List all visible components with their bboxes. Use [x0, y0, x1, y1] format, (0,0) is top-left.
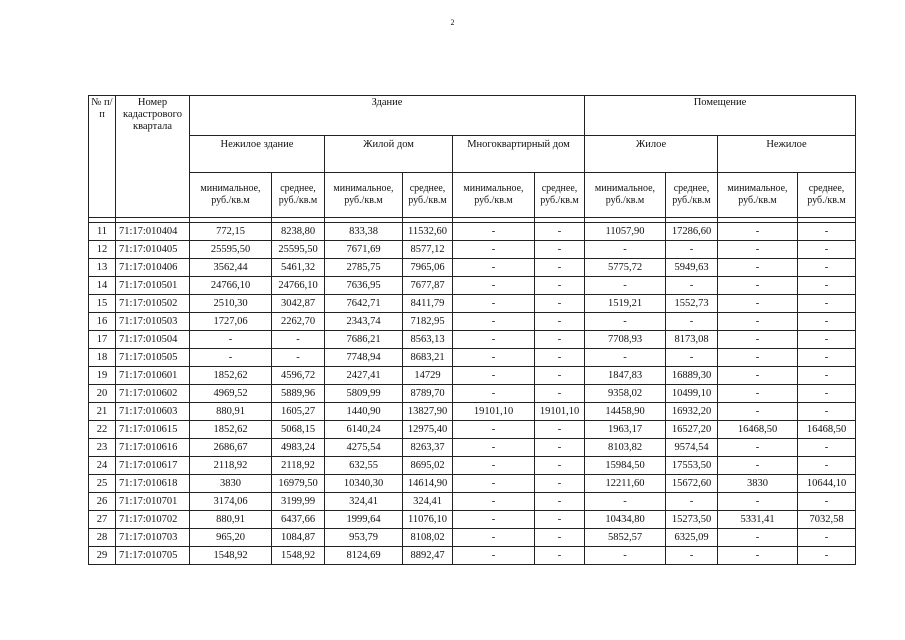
value-cell: 7642,71 [325, 295, 403, 313]
value-cell: - [453, 349, 535, 367]
value-cell: 15273,50 [666, 511, 718, 529]
value-cell: - [585, 277, 666, 295]
row-number-cell: 20 [89, 385, 116, 403]
value-cell: 24766,10 [190, 277, 272, 295]
header-nonresidential: Нежилое [718, 136, 856, 173]
value-cell: 15672,60 [666, 475, 718, 493]
quarter-cell: 71:17:010503 [116, 313, 190, 331]
value-cell: 8238,80 [272, 223, 325, 241]
value-cell: 8173,08 [666, 331, 718, 349]
value-cell: 2118,92 [272, 457, 325, 475]
table-row [89, 331, 856, 349]
value-cell: 7677,87 [403, 277, 453, 295]
table-row [89, 367, 856, 385]
value-cell: 6140,24 [325, 421, 403, 439]
quarter-cell: 71:17:010504 [116, 331, 190, 349]
value-cell: 7708,93 [585, 331, 666, 349]
value-cell: 15984,50 [585, 457, 666, 475]
subheader-min-line2: руб./кв.м [474, 195, 513, 206]
row-number-cell: 19 [89, 367, 116, 385]
quarter-cell: 71:17:010703 [116, 529, 190, 547]
value-cell: 965,20 [190, 529, 272, 547]
value-cell: 7671,69 [325, 241, 403, 259]
value-cell: - [718, 439, 798, 457]
subheader-avg-line2: руб./кв.м [278, 195, 318, 206]
subheader-min-line1: минимальное, [200, 183, 261, 194]
cadastral-value-table [88, 95, 856, 565]
value-cell: - [535, 295, 585, 313]
quarter-cell: 71:17:010603 [116, 403, 190, 421]
value-cell: 1552,73 [666, 295, 718, 313]
value-cell: - [453, 457, 535, 475]
subheader-min [190, 173, 272, 218]
row-number-cell: 27 [89, 511, 116, 529]
row-number-cell: 29 [89, 547, 116, 565]
table-row [89, 313, 856, 331]
value-cell: 3174,06 [190, 493, 272, 511]
value-cell: - [798, 331, 856, 349]
value-cell: - [453, 259, 535, 277]
value-cell: 7636,95 [325, 277, 403, 295]
subheader-avg-line2: руб./кв.м [807, 195, 846, 206]
value-cell: - [718, 277, 798, 295]
value-cell: 8695,02 [403, 457, 453, 475]
value-cell: 10434,80 [585, 511, 666, 529]
row-number-cell: 12 [89, 241, 116, 259]
value-cell: 2686,67 [190, 439, 272, 457]
subheader-avg-line2: руб./кв.м [672, 195, 711, 206]
quarter-cell: 71:17:010705 [116, 547, 190, 565]
value-cell: - [585, 547, 666, 565]
subheader-avg [403, 173, 453, 218]
value-cell: - [535, 385, 585, 403]
header-building: Здание [190, 96, 585, 136]
value-cell: 1548,92 [272, 547, 325, 565]
table-row [89, 241, 856, 259]
subheader-avg [666, 173, 718, 218]
value-cell: - [666, 241, 718, 259]
subheader-avg-line1: среднее, [808, 183, 845, 194]
quarter-cell: 71:17:010505 [116, 349, 190, 367]
value-cell: 1440,90 [325, 403, 403, 421]
value-cell: 16468,50 [718, 421, 798, 439]
value-cell: - [535, 529, 585, 547]
value-cell: 4969,52 [190, 385, 272, 403]
table-row [89, 493, 856, 511]
value-cell: 5809,99 [325, 385, 403, 403]
value-cell: - [453, 367, 535, 385]
value-cell: - [798, 313, 856, 331]
row-number-cell: 17 [89, 331, 116, 349]
quarter-cell: 71:17:010616 [116, 439, 190, 457]
table-row [89, 223, 856, 241]
value-cell: 25595,50 [190, 241, 272, 259]
table-row [89, 475, 856, 493]
row-number-cell: 18 [89, 349, 116, 367]
subheader-min [718, 173, 798, 218]
table-row [89, 439, 856, 457]
value-cell: - [453, 529, 535, 547]
value-cell: - [798, 385, 856, 403]
value-cell: 8577,12 [403, 241, 453, 259]
value-cell: 8263,37 [403, 439, 453, 457]
value-cell: 3199,99 [272, 493, 325, 511]
value-cell: - [718, 313, 798, 331]
value-cell: - [535, 439, 585, 457]
row-number-cell: 16 [89, 313, 116, 331]
value-cell: 1852,62 [190, 367, 272, 385]
value-cell: - [453, 547, 535, 565]
value-cell: 8124,69 [325, 547, 403, 565]
value-cell: 880,91 [190, 511, 272, 529]
value-cell: 10340,30 [325, 475, 403, 493]
value-cell: - [798, 367, 856, 385]
value-cell: - [453, 313, 535, 331]
value-cell: 8789,70 [403, 385, 453, 403]
subheader-avg-line1: среднее, [673, 183, 710, 194]
page-number: 2 [450, 18, 455, 27]
value-cell: - [798, 277, 856, 295]
value-cell: - [718, 241, 798, 259]
value-cell: 1084,87 [272, 529, 325, 547]
value-cell: - [453, 385, 535, 403]
value-cell: 5775,72 [585, 259, 666, 277]
row-number-cell: 11 [89, 223, 116, 241]
value-cell: 1999,64 [325, 511, 403, 529]
table-row [89, 547, 856, 565]
value-cell: 10499,10 [666, 385, 718, 403]
value-cell: 8563,13 [403, 331, 453, 349]
value-cell: - [718, 547, 798, 565]
value-cell: 8411,79 [403, 295, 453, 313]
table-row [89, 529, 856, 547]
quarter-cell: 71:17:010406 [116, 259, 190, 277]
value-cell: - [535, 277, 585, 295]
row-number-cell: 24 [89, 457, 116, 475]
value-cell: - [453, 421, 535, 439]
value-cell: 2427,41 [325, 367, 403, 385]
value-cell: - [798, 403, 856, 421]
value-cell: 324,41 [325, 493, 403, 511]
value-cell: 5889,96 [272, 385, 325, 403]
value-cell: - [585, 241, 666, 259]
value-cell: - [718, 331, 798, 349]
value-cell: - [535, 259, 585, 277]
row-number-cell: 26 [89, 493, 116, 511]
table-row [89, 421, 856, 439]
value-cell: 14614,90 [403, 475, 453, 493]
value-cell: - [585, 313, 666, 331]
value-cell: 24766,10 [272, 277, 325, 295]
value-cell: 5331,41 [718, 511, 798, 529]
row-number-cell: 28 [89, 529, 116, 547]
value-cell: 880,91 [190, 403, 272, 421]
quarter-cell: 71:17:010601 [116, 367, 190, 385]
value-cell: 6325,09 [666, 529, 718, 547]
value-cell: - [535, 331, 585, 349]
value-cell: 2262,70 [272, 313, 325, 331]
quarter-cell: 71:17:010405 [116, 241, 190, 259]
value-cell: - [718, 367, 798, 385]
value-cell: 12975,40 [403, 421, 453, 439]
value-cell: 12211,60 [585, 475, 666, 493]
header-apartment-house: Многоквартирный дом [453, 136, 585, 173]
table-row [89, 259, 856, 277]
subheader-avg [798, 173, 856, 218]
value-cell: - [535, 475, 585, 493]
value-cell: 17286,60 [666, 223, 718, 241]
value-cell: - [535, 421, 585, 439]
value-cell: 4275,54 [325, 439, 403, 457]
value-cell: 5852,57 [585, 529, 666, 547]
row-number-cell: 21 [89, 403, 116, 421]
header-num: № п/п [89, 96, 116, 218]
value-cell: - [453, 295, 535, 313]
value-cell: - [453, 511, 535, 529]
value-cell: - [718, 259, 798, 277]
value-cell: - [666, 277, 718, 295]
value-cell: - [535, 349, 585, 367]
subheader-avg-line1: среднее, [409, 183, 446, 194]
subheader-avg-line1: среднее, [541, 183, 578, 194]
value-cell: - [272, 331, 325, 349]
value-cell: - [453, 439, 535, 457]
subheader-avg [535, 173, 585, 218]
value-cell: 5068,15 [272, 421, 325, 439]
value-cell: 19101,10 [535, 403, 585, 421]
value-cell: 8683,21 [403, 349, 453, 367]
value-cell: 25595,50 [272, 241, 325, 259]
header-quarter: Номер кадастрового квартала [116, 96, 190, 218]
value-cell: - [535, 313, 585, 331]
value-cell: - [535, 511, 585, 529]
value-cell: 11076,10 [403, 511, 453, 529]
value-cell: 1847,83 [585, 367, 666, 385]
value-cell: 7686,21 [325, 331, 403, 349]
subheader-min [325, 173, 403, 218]
value-cell: - [190, 331, 272, 349]
value-cell: - [798, 547, 856, 565]
subheader-min-line2: руб./кв.м [738, 195, 777, 206]
quarter-cell: 71:17:010702 [116, 511, 190, 529]
value-cell: - [453, 241, 535, 259]
value-cell: 14729 [403, 367, 453, 385]
value-cell: 324,41 [403, 493, 453, 511]
row-number-cell: 25 [89, 475, 116, 493]
value-cell: 2343,74 [325, 313, 403, 331]
table-row [89, 403, 856, 421]
value-cell: - [535, 547, 585, 565]
quarter-cell: 71:17:010404 [116, 223, 190, 241]
table-row [89, 385, 856, 403]
value-cell: - [718, 349, 798, 367]
value-cell: 6437,66 [272, 511, 325, 529]
value-cell: - [453, 277, 535, 295]
value-cell: - [666, 313, 718, 331]
quarter-cell: 71:17:010502 [116, 295, 190, 313]
value-cell: 3830 [718, 475, 798, 493]
value-cell: - [453, 223, 535, 241]
subheader-min-line1: минимальное, [463, 183, 524, 194]
row-number-cell: 22 [89, 421, 116, 439]
value-cell: 8892,47 [403, 547, 453, 565]
value-cell: 16468,50 [798, 421, 856, 439]
subheader-min [453, 173, 535, 218]
value-cell: - [666, 493, 718, 511]
value-cell: - [453, 331, 535, 349]
value-cell: - [798, 349, 856, 367]
value-cell: 4983,24 [272, 439, 325, 457]
value-cell: 1963,17 [585, 421, 666, 439]
value-cell: 2785,75 [325, 259, 403, 277]
value-cell: 1548,92 [190, 547, 272, 565]
value-cell: 9358,02 [585, 385, 666, 403]
subheader-avg-line2: руб./кв.м [540, 195, 579, 206]
value-cell: - [718, 403, 798, 421]
header-residential: Жилое [585, 136, 718, 173]
table-row [89, 277, 856, 295]
value-cell: - [535, 223, 585, 241]
header-premises: Помещение [585, 96, 856, 136]
value-cell: 7748,94 [325, 349, 403, 367]
value-cell: 7965,06 [403, 259, 453, 277]
row-number-cell: 13 [89, 259, 116, 277]
value-cell: - [535, 241, 585, 259]
value-cell: 1519,21 [585, 295, 666, 313]
value-cell: 19101,10 [453, 403, 535, 421]
subheader-min-line2: руб./кв.м [605, 195, 645, 206]
value-cell: 1852,62 [190, 421, 272, 439]
subheader-avg-line1: среднее, [280, 183, 316, 194]
value-cell: - [798, 493, 856, 511]
value-cell: - [798, 439, 856, 457]
value-cell: - [585, 349, 666, 367]
value-cell: - [190, 349, 272, 367]
value-cell: 16932,20 [666, 403, 718, 421]
table-row [89, 349, 856, 367]
value-cell: - [666, 349, 718, 367]
subheader-min [585, 173, 666, 218]
value-cell: 833,38 [325, 223, 403, 241]
value-cell: - [535, 367, 585, 385]
subheader-min-line2: руб./кв.м [211, 195, 250, 206]
value-cell: - [718, 223, 798, 241]
value-cell: 8103,82 [585, 439, 666, 457]
value-cell: 632,55 [325, 457, 403, 475]
header-residential-house: Жилой дом [325, 136, 453, 173]
quarter-cell: 71:17:010618 [116, 475, 190, 493]
value-cell: - [718, 493, 798, 511]
value-cell: 5461,32 [272, 259, 325, 277]
value-cell: 9574,54 [666, 439, 718, 457]
table-row [89, 295, 856, 313]
quarter-cell: 71:17:010501 [116, 277, 190, 295]
value-cell: 7182,95 [403, 313, 453, 331]
value-cell: - [272, 349, 325, 367]
subheader-min-line1: минимальное, [727, 183, 788, 194]
value-cell: - [798, 259, 856, 277]
value-cell: - [798, 457, 856, 475]
subheader-avg [272, 173, 325, 218]
value-cell: - [718, 385, 798, 403]
value-cell: - [453, 493, 535, 511]
quarter-cell: 71:17:010701 [116, 493, 190, 511]
value-cell: 3830 [190, 475, 272, 493]
quarter-cell: 71:17:010615 [116, 421, 190, 439]
value-cell: 13827,90 [403, 403, 453, 421]
value-cell: 3562,44 [190, 259, 272, 277]
value-cell: 4596,72 [272, 367, 325, 385]
row-number-cell: 14 [89, 277, 116, 295]
value-cell: 16889,30 [666, 367, 718, 385]
table-row [89, 457, 856, 475]
value-cell: 2118,92 [190, 457, 272, 475]
value-cell: 14458,90 [585, 403, 666, 421]
subheader-min-line2: руб./кв.м [344, 195, 383, 206]
value-cell: 772,15 [190, 223, 272, 241]
row-number-cell: 15 [89, 295, 116, 313]
value-cell: 16979,50 [272, 475, 325, 493]
table-row [89, 511, 856, 529]
value-cell: - [718, 529, 798, 547]
value-cell: 3042,87 [272, 295, 325, 313]
value-cell: 10644,10 [798, 475, 856, 493]
value-cell: - [535, 457, 585, 475]
value-cell: 7032,58 [798, 511, 856, 529]
value-cell: 953,79 [325, 529, 403, 547]
value-cell: 11532,60 [403, 223, 453, 241]
header-nonresidential-building: Нежилое здание [190, 136, 325, 173]
value-cell: - [718, 457, 798, 475]
value-cell: 1605,27 [272, 403, 325, 421]
value-cell: 11057,90 [585, 223, 666, 241]
subheader-min-line1: минимальное, [333, 183, 394, 194]
value-cell: - [535, 493, 585, 511]
value-cell: - [798, 223, 856, 241]
value-cell: 8108,02 [403, 529, 453, 547]
value-cell: 17553,50 [666, 457, 718, 475]
subheader-avg-line2: руб./кв.м [408, 195, 447, 206]
value-cell: 5949,63 [666, 259, 718, 277]
quarter-cell: 71:17:010617 [116, 457, 190, 475]
value-cell: - [798, 529, 856, 547]
value-cell: 2510,30 [190, 295, 272, 313]
value-cell: 16527,20 [666, 421, 718, 439]
row-number-cell: 23 [89, 439, 116, 457]
value-cell: - [718, 295, 798, 313]
value-cell: - [798, 295, 856, 313]
value-cell: - [453, 475, 535, 493]
quarter-cell: 71:17:010602 [116, 385, 190, 403]
subheader-min-line1: минимальное, [594, 183, 656, 194]
value-cell: - [798, 241, 856, 259]
value-cell: - [585, 493, 666, 511]
value-cell: 1727,06 [190, 313, 272, 331]
value-cell: - [666, 547, 718, 565]
